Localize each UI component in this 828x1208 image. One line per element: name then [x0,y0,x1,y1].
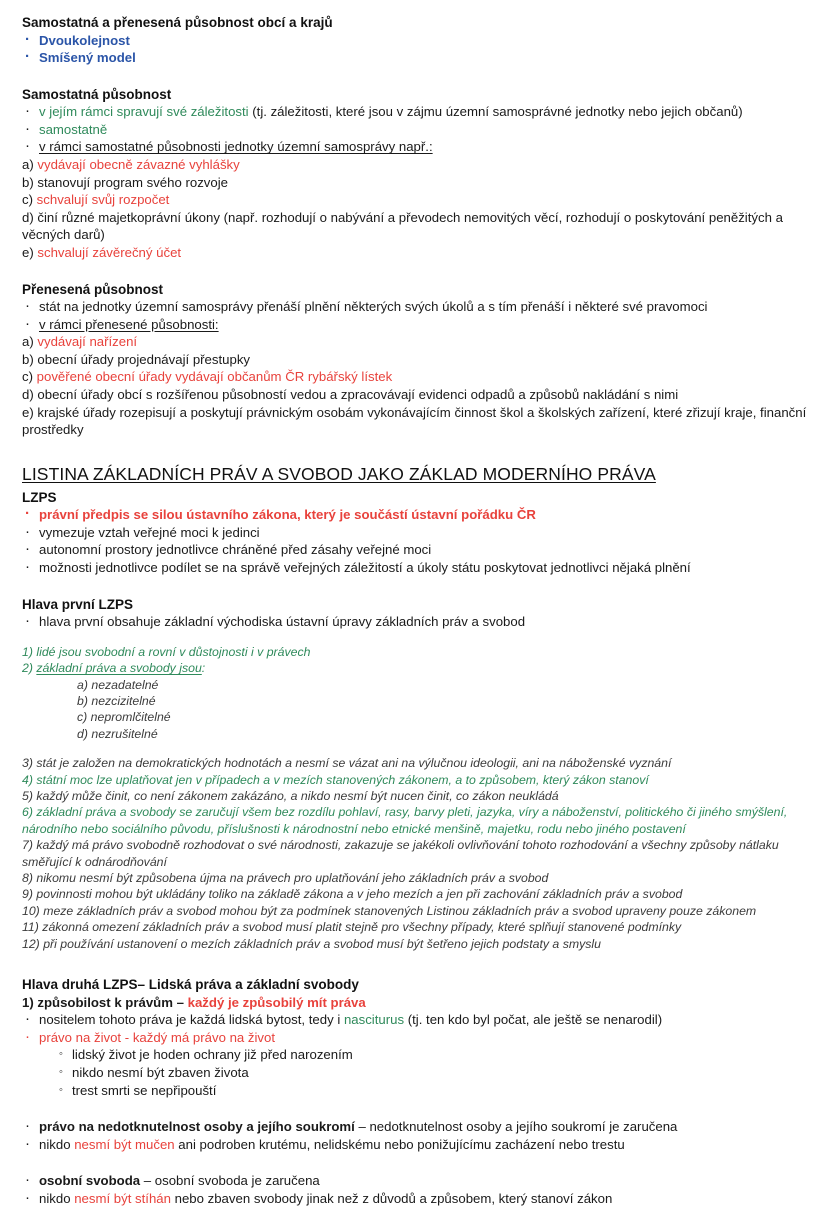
numbered-item [22,994,808,1012]
numbered-item [22,788,808,804]
item-text: povinnosti mohou být ukládány toliko na základě zákona a v jeho mezích a jen při zachování základních práv a svobod [36,887,683,902]
numbered-item [22,903,808,919]
item-text: obecní úřady obcí s rozšířenou působností vedou a zpracovávají evidenci odpadů a způsobů nakládání s nimi [37,387,679,402]
item-marker: 11) [22,920,39,935]
item-marker: a) [22,156,34,172]
spacer [22,262,808,281]
item-marker: 12) [22,936,40,951]
list-item: · stát na jednotky územní samosprávy přenáší plnění některých svých úkolů a s tím přenáší i některé své pravomoci [22,298,808,316]
sub-list-item: ◦ nikdo nesmí být zbaven života [22,1064,808,1082]
numbered-item [22,709,808,725]
highlight-red: každý je způsobilý mít práva [187,994,366,1010]
list-item: · možnosti jednotlivce podílet se na správě veřejných záležitostí a úkoly státu poskytovat jednotlivci nějaká plnění [22,559,808,577]
spacer [22,631,808,644]
item-marker: d) [77,726,88,741]
list-item [22,316,808,334]
spacer [22,577,808,596]
plain-text: ani podroben krutému, nelidskému nebo ponižujícímu zacházení nebo trestu [174,1136,625,1152]
item-text: vydávají obecně závazné vyhlášky [37,156,240,172]
item-marker: d) [22,387,34,402]
list-item [22,1136,808,1154]
item-marker: e) [22,404,34,420]
item-text: při používání ustanovení o mezích základních práv a svobod musí být šetřeno jejich podstaty a smyslu [43,936,601,951]
item-text: každý má právo svobodně rozhodovat o své národnosti, zakazuje se jakékoli ovlivňování tohoto rozhodování a všechny způsoby nátlaku směřující k odnárodňování [22,838,779,869]
lettered-item [22,333,808,351]
item-marker: b) [22,174,34,190]
item-marker: 9) [22,887,33,902]
item-text: základní práva a svobody se zaručují všem bez rozdílu pohlaví, rasy, barvy pleti, jazyka, víry a náboženství, politického či jiného smýšlení, národního nebo sociálního původu, příslušnosti k národnostní nebo etnické menšině, majetku, rodu nebo jiného postavení [22,805,788,836]
item-text: každý může činit, co není zákonem zakázáno, a nikdo nesmí být nucen činit, co zákon neukládá [36,789,559,803]
item-text: stát je založen na demokratických hodnotách a nesmí se vázat ani na výlučnou ideologii, ani na náboženské vyznání [36,756,672,771]
list-item [22,103,808,121]
item-marker: b) [77,693,88,708]
plain-text: nikdo [39,1190,75,1206]
list-item [22,1011,808,1029]
item-marker: a) [22,334,34,350]
lettered-item [22,351,808,369]
numbered-item [22,693,808,709]
item-text: meze základních práv a svobod mohou být za podmínek stanovených Listinou základních práv a svobod upraveny pouze zákonem [43,903,757,918]
item-text: státní moc lze uplatňovat jen v případech a v mezích stanovených zákonem, a to způsobem, který zákon stanoví [36,772,649,787]
spacer [22,742,808,755]
item-marker: b) [22,351,34,367]
spacer [22,952,808,976]
item-text: pověřené obecní úřady vydávají občanům ČR rybářský lístek [36,369,393,385]
list-item [22,1172,808,1190]
item-marker: 4) [22,772,33,787]
plain-text: (tj. ten kdo byl počat, ale ještě se nenarodil) [404,1012,663,1028]
item-suffix: : [201,661,206,676]
numbered-item [22,886,808,902]
section-hlava-druha [22,976,808,1207]
item-marker: 5) [22,789,33,803]
item-text: nezrušitelné [91,726,158,741]
plain-text: (tj. záležitosti, které jsou v zájmu územní samosprávné jednotky nebo jejich občanů) [248,104,743,120]
section-heading: Hlava druhá LZPS– Lidská práva a základní svobody [22,977,359,993]
spacer [22,1153,808,1172]
list-item: · právní předpis se silou ústavního zákona, který je součástí ústavní pořádku ČR [22,506,808,524]
section-samostatna-pusobnost [22,86,808,262]
item-text: obecní úřady projednávají přestupky [37,351,251,367]
lettered-item [22,191,808,209]
sub-list-item: ◦ trest smrti se nepřipouští [22,1082,808,1100]
list-item: · právo na život - každý má právo na život [22,1029,808,1047]
item-text: schvalují závěrečný účet [37,244,182,260]
item-marker: d) [22,209,34,225]
section-heading: Samostatná působnost [22,86,172,102]
spacer [22,67,808,86]
lettered-item [22,156,808,174]
spacer [22,439,808,463]
section-heading: Samostatná a přenesená působnost obcí a krajů [22,15,333,30]
section-prenesena-pusobnost [22,281,808,439]
item-marker: 1) [22,644,33,659]
plain-text: – nedotknutelnost osoby a jejího soukromí je zaručena [354,1119,678,1135]
item-marker: 6) [22,805,33,820]
item-marker: a) [77,677,88,692]
item-text: stanovují program svého rozvoje [37,174,228,190]
item-text: vydávají nařízení [37,334,138,350]
section-heading: LZPS [22,489,57,505]
item-text: činí různé majetkoprávní úkony (např. rozhodují o nabývání a převodech nemovitých věcí, rozhodují o poskytování peněžitých a věcných darů) [22,209,783,243]
plain-text: – osobní svoboda je zaručena [140,1173,320,1189]
item-text: nikomu nesmí být způsobena újma na právech pro uplatňování jeho základních práv a svobod [36,871,549,886]
numbered-item [22,919,808,935]
list-item-continuation [22,121,808,139]
list-item: · Smíšený model [22,49,808,67]
list-item: · vymezuje vztah veřejné moci k jedinci [22,524,808,542]
item-marker: 3) [22,756,33,771]
item-label: 1) způsobilost k právům – [22,994,188,1010]
highlight-red: nesmí být mučen [74,1136,175,1152]
item-marker: c) [22,369,33,385]
item-marker: e) [22,244,34,260]
numbered-item [22,772,808,788]
item-marker: 7) [22,838,33,853]
sub-list-item: ◦ lidský život je hoden ochrany již před narozením [22,1046,808,1064]
item-marker: 2) [22,661,33,676]
section-heading: Hlava první LZPS [22,596,134,612]
numbered-item [22,755,808,771]
section-heading: Přenesená působnost [22,281,164,297]
lettered-item [22,404,808,439]
item-text: základní práva a svobody jsou [36,661,202,676]
item-text: schvalují svůj rozpočet [36,192,170,208]
item-text: nezadatelné [91,677,159,692]
main-title-wrap [22,463,808,486]
section-hlava-prvni [22,596,808,952]
bold-term: osobní svoboda [39,1173,141,1189]
lettered-item [22,368,808,386]
item-marker: 8) [22,871,33,886]
underlined-text: v rámci samostatné působnosti jednotky územní samosprávy např.: [39,139,433,155]
numbered-item [22,644,808,660]
list-item: · hlava první obsahuje základní východiska ústavní úpravy základních práv a svobod [22,613,808,631]
item-text: lidé jsou svobodní a rovní v důstojnosti i v právech [36,644,311,659]
page-title: LISTINA ZÁKLADNÍCH PRÁV A SVOBOD JAKO ZÁKLAD MODERNÍHO PRÁVA [22,463,656,484]
plain-text: nebo zbaven svobody jinak než z důvodů a způsobem, který stanoví zákon [170,1190,613,1206]
numbered-item [22,726,808,742]
numbered-item [22,804,808,837]
highlight-green: v jejím rámci spravují své záležitosti [39,104,249,120]
numbered-item [22,870,808,886]
item-text: nezcizitelné [91,693,156,708]
item-marker: c) [22,192,33,208]
numbered-item [22,936,808,952]
item-text: krajské úřady rozepisují a poskytují právnickým osobám vykonávajícím činnost škol a školských zařízení, které zřizují kraje, finanční prostředky [22,404,807,438]
list-item [22,138,808,156]
highlight-red: nesmí být stíhán [74,1190,171,1206]
list-item: · autonomní prostory jednotlivce chráněné před zásahy veřejné moci [22,541,808,559]
item-marker: c) [77,710,88,725]
section-listina [22,463,808,577]
spacer [22,1099,808,1118]
numbered-item [22,660,808,676]
list-item [22,1118,808,1136]
list-item [22,1190,808,1208]
plain-text: nositelem tohoto práva je každá lidská bytost, tedy i [39,1012,344,1028]
underlined-text: v rámci přenesené působnosti: [39,316,219,332]
highlight-green: samostatně [39,121,108,137]
plain-text: nikdo [39,1136,75,1152]
item-text: nepromlčitelné [90,710,171,725]
list-item: · Dvoukolejnost [22,32,808,50]
lettered-item [22,174,808,192]
highlight-green: nasciturus [343,1012,405,1028]
item-text: zákonná omezení základních práv a svobod musí platit stejně pro všechny případy, které splňují stanovené podmínky [42,920,682,935]
item-marker: 10) [22,903,40,918]
bold-term: právo na nedotknutelnost osoby a jejího soukromí [39,1119,355,1135]
lettered-item [22,209,808,244]
section-samostatna-prenesena [22,14,808,67]
lettered-item [22,386,808,404]
lettered-item [22,244,808,262]
numbered-item [22,677,808,693]
numbered-item [22,837,808,870]
